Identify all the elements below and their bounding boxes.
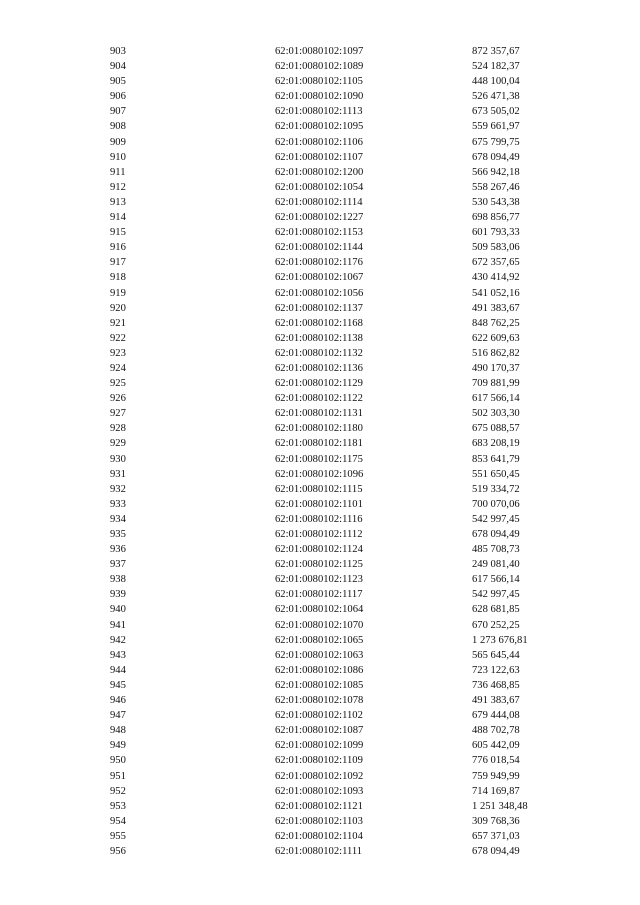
cadastral-value-table: [0, 44, 640, 859]
cadastral-number-cell: 62:01:0080102:1115: [275, 483, 363, 495]
table-row: [0, 467, 640, 482]
cadastral-number-cell: 62:01:0080102:1136: [275, 362, 363, 374]
cadastral-number-cell: 62:01:0080102:1070: [275, 619, 364, 631]
table-row: [0, 602, 640, 617]
table-row: [0, 225, 640, 240]
table-row: [0, 678, 640, 693]
cadastral-number-cell: 62:01:0080102:1089: [275, 61, 364, 73]
value-amount-cell: 558 267,46: [472, 181, 520, 193]
value-amount-cell: 601 793,33: [472, 227, 520, 239]
table-row: [0, 784, 640, 799]
cadastral-number-cell: 62:01:0080102:1087: [275, 725, 364, 737]
value-amount-cell: 1 251 348,48: [472, 800, 528, 812]
cadastral-number-cell: 62:01:0080102:1125: [275, 559, 363, 571]
row-number-cell: 918: [110, 272, 126, 284]
table-row: [0, 286, 640, 301]
cadastral-number-cell: 62:01:0080102:1116: [275, 513, 363, 525]
table-row: [0, 316, 640, 331]
row-number-cell: 904: [110, 61, 126, 73]
cadastral-number-cell: 62:01:0080102:1101: [275, 498, 363, 510]
row-number-cell: 931: [110, 468, 126, 480]
table-row: [0, 270, 640, 285]
row-number-cell: 923: [110, 347, 126, 359]
row-number-cell: 949: [110, 740, 126, 752]
row-number-cell: 933: [110, 498, 126, 510]
value-amount-cell: 698 856,77: [472, 212, 520, 224]
row-number-cell: 947: [110, 710, 126, 722]
value-amount-cell: 617 566,14: [472, 393, 520, 405]
value-amount-cell: 605 442,09: [472, 740, 520, 752]
row-number-cell: 934: [110, 513, 126, 525]
cadastral-number-cell: 62:01:0080102:1063: [275, 649, 364, 661]
row-number-cell: 905: [110, 76, 126, 88]
cadastral-number-cell: 62:01:0080102:1176: [275, 257, 363, 269]
cadastral-number-cell: 62:01:0080102:1113: [275, 106, 363, 118]
value-amount-cell: 709 881,99: [472, 378, 520, 390]
value-amount-cell: 448 100,04: [472, 76, 520, 88]
table-row: [0, 180, 640, 195]
value-amount-cell: 488 702,78: [472, 725, 520, 737]
row-number-cell: 916: [110, 242, 126, 254]
table-row: [0, 557, 640, 572]
table-row: [0, 512, 640, 527]
value-amount-cell: 566 942,18: [472, 166, 520, 178]
value-amount-cell: 516 862,82: [472, 347, 520, 359]
value-amount-cell: 672 357,65: [472, 257, 520, 269]
row-number-cell: 932: [110, 483, 126, 495]
value-amount-cell: 491 383,67: [472, 695, 520, 707]
value-amount-cell: 848 762,25: [472, 317, 520, 329]
value-amount-cell: 679 444,08: [472, 710, 520, 722]
cadastral-number-cell: 62:01:0080102:1123: [275, 574, 363, 586]
table-row: [0, 406, 640, 421]
table-row: [0, 542, 640, 557]
table-row: [0, 195, 640, 210]
row-number-cell: 920: [110, 302, 126, 314]
value-amount-cell: 249 081,40: [472, 559, 520, 571]
cadastral-number-cell: 62:01:0080102:1104: [275, 830, 363, 842]
value-amount-cell: 714 169,87: [472, 785, 520, 797]
cadastral-number-cell: 62:01:0080102:1227: [275, 212, 364, 224]
row-number-cell: 921: [110, 317, 126, 329]
table-row: [0, 104, 640, 119]
value-amount-cell: 673 505,02: [472, 106, 520, 118]
row-number-cell: 944: [110, 664, 126, 676]
table-row: [0, 59, 640, 74]
cadastral-number-cell: 62:01:0080102:1180: [275, 423, 363, 435]
cadastral-number-cell: 62:01:0080102:1093: [275, 785, 364, 797]
value-amount-cell: 683 208,19: [472, 438, 520, 450]
table-row: [0, 799, 640, 814]
table-row: [0, 829, 640, 844]
value-amount-cell: 723 122,63: [472, 664, 520, 676]
table-row: [0, 74, 640, 89]
value-amount-cell: 491 383,67: [472, 302, 520, 314]
value-amount-cell: 430 414,92: [472, 272, 520, 284]
value-amount-cell: 678 094,49: [472, 151, 520, 163]
row-number-cell: 938: [110, 574, 126, 586]
table-row: [0, 301, 640, 316]
table-row: [0, 618, 640, 633]
table-row: [0, 693, 640, 708]
value-amount-cell: 675 799,75: [472, 136, 520, 148]
table-row: [0, 708, 640, 723]
value-amount-cell: 678 094,49: [472, 529, 520, 540]
value-amount-cell: 1 273 676,81: [472, 634, 528, 646]
value-amount-cell: 565 645,44: [472, 649, 520, 661]
cadastral-number-cell: 62:01:0080102:1138: [275, 332, 363, 344]
row-number-cell: 930: [110, 453, 126, 465]
row-number-cell: 929: [110, 438, 126, 450]
value-amount-cell: 622 609,63: [472, 332, 520, 344]
value-amount-cell: 670 252,25: [472, 619, 520, 631]
row-number-cell: 915: [110, 227, 126, 239]
row-number-cell: 908: [110, 121, 126, 133]
cadastral-number-cell: 62:01:0080102:1086: [275, 664, 364, 676]
cadastral-number-cell: 62:01:0080102:1200: [275, 166, 364, 178]
cadastral-number-cell: 62:01:0080102:1067: [275, 272, 364, 284]
cadastral-number-cell: 62:01:0080102:1111: [275, 845, 363, 857]
table-row: [0, 452, 640, 467]
cadastral-number-cell: 62:01:0080102:1124: [275, 544, 363, 556]
table-row: [0, 331, 640, 346]
row-number-cell: 922: [110, 332, 126, 344]
value-amount-cell: 485 708,73: [472, 544, 520, 556]
cadastral-number-cell: 62:01:0080102:1106: [275, 136, 363, 148]
table-row: [0, 391, 640, 406]
value-amount-cell: 551 650,45: [472, 468, 520, 480]
table-row: [0, 119, 640, 134]
value-amount-cell: 542 997,45: [472, 589, 520, 601]
cadastral-number-cell: 62:01:0080102:1175: [275, 453, 363, 465]
cadastral-number-cell: 62:01:0080102:1090: [275, 91, 364, 103]
table-row: [0, 135, 640, 150]
value-amount-cell: 559 661,97: [472, 121, 520, 133]
table-row: [0, 482, 640, 497]
value-amount-cell: 509 583,06: [472, 242, 520, 254]
row-number-cell: 910: [110, 151, 126, 163]
row-number-cell: 917: [110, 257, 126, 269]
row-number-cell: 946: [110, 695, 126, 707]
value-amount-cell: 524 182,37: [472, 61, 520, 73]
cadastral-number-cell: 62:01:0080102:1144: [275, 242, 363, 254]
value-amount-cell: 628 681,85: [472, 604, 520, 616]
row-number-cell: 948: [110, 725, 126, 737]
row-number-cell: 909: [110, 136, 126, 148]
cadastral-number-cell: 62:01:0080102:1121: [275, 800, 363, 812]
value-amount-cell: 541 052,16: [472, 287, 520, 299]
cadastral-number-cell: 62:01:0080102:1065: [275, 634, 364, 646]
cadastral-number-cell: 62:01:0080102:1097: [275, 46, 364, 57]
table-row: [0, 361, 640, 376]
row-number-cell: 936: [110, 544, 126, 556]
table-row: [0, 572, 640, 587]
cadastral-number-cell: 62:01:0080102:1181: [275, 438, 363, 450]
cadastral-number-cell: 62:01:0080102:1129: [275, 378, 363, 390]
table-row: [0, 753, 640, 768]
table-row: [0, 165, 640, 180]
cadastral-number-cell: 62:01:0080102:1085: [275, 679, 364, 691]
table-row: [0, 376, 640, 391]
row-number-cell: 925: [110, 378, 126, 390]
cadastral-number-cell: 62:01:0080102:1107: [275, 151, 363, 163]
value-amount-cell: 675 088,57: [472, 423, 520, 435]
row-number-cell: 953: [110, 800, 126, 812]
row-number-cell: 955: [110, 830, 126, 842]
cadastral-number-cell: 62:01:0080102:1103: [275, 815, 363, 827]
cadastral-number-cell: 62:01:0080102:1095: [275, 121, 364, 133]
table-row: [0, 240, 640, 255]
value-amount-cell: 657 371,03: [472, 830, 520, 842]
value-amount-cell: 700 070,06: [472, 498, 520, 510]
row-number-cell: 919: [110, 287, 126, 299]
table-row: [0, 150, 640, 165]
row-number-cell: 927: [110, 408, 126, 420]
row-number-cell: 924: [110, 362, 126, 374]
value-amount-cell: 872 357,67: [472, 46, 520, 57]
row-number-cell: 928: [110, 423, 126, 435]
value-amount-cell: 542 997,45: [472, 513, 520, 525]
value-amount-cell: 759 949,99: [472, 770, 520, 782]
row-number-cell: 937: [110, 559, 126, 571]
table-row: [0, 738, 640, 753]
cadastral-number-cell: 62:01:0080102:1109: [275, 755, 363, 767]
table-row: [0, 346, 640, 361]
table-row: [0, 648, 640, 663]
cadastral-number-cell: 62:01:0080102:1092: [275, 770, 364, 782]
cadastral-number-cell: 62:01:0080102:1096: [275, 468, 364, 480]
row-number-cell: 942: [110, 634, 126, 646]
table-row: [0, 769, 640, 784]
value-amount-cell: 502 303,30: [472, 408, 520, 420]
cadastral-number-cell: 62:01:0080102:1132: [275, 347, 363, 359]
cadastral-number-cell: 62:01:0080102:1054: [275, 181, 364, 193]
row-number-cell: 913: [110, 196, 126, 208]
cadastral-number-cell: 62:01:0080102:1105: [275, 76, 363, 88]
row-number-cell: 952: [110, 785, 126, 797]
cadastral-number-cell: 62:01:0080102:1122: [275, 393, 363, 405]
value-amount-cell: 617 566,14: [472, 574, 520, 586]
table-row: [0, 587, 640, 602]
cadastral-number-cell: 62:01:0080102:1102: [275, 710, 363, 722]
row-number-cell: 954: [110, 815, 126, 827]
cadastral-number-cell: 62:01:0080102:1064: [275, 604, 364, 616]
value-amount-cell: 776 018,54: [472, 755, 520, 767]
row-number-cell: 939: [110, 589, 126, 601]
table-row: [0, 633, 640, 648]
row-number-cell: 951: [110, 770, 126, 782]
table-row: [0, 723, 640, 738]
value-amount-cell: 490 170,37: [472, 362, 520, 374]
value-amount-cell: 309 768,36: [472, 815, 520, 827]
table-row: [0, 436, 640, 451]
row-number-cell: 935: [110, 529, 126, 540]
value-amount-cell: 530 543,38: [472, 196, 520, 208]
cadastral-number-cell: 62:01:0080102:1153: [275, 227, 363, 239]
cadastral-number-cell: 62:01:0080102:1168: [275, 317, 363, 329]
table-row: [0, 497, 640, 512]
cadastral-number-cell: 62:01:0080102:1112: [275, 529, 363, 540]
row-number-cell: 943: [110, 649, 126, 661]
table-row: [0, 663, 640, 678]
row-number-cell: 911: [110, 166, 126, 178]
row-number-cell: 906: [110, 91, 126, 103]
value-amount-cell: 678 094,49: [472, 845, 520, 857]
table-row: [0, 255, 640, 270]
row-number-cell: 956: [110, 845, 126, 857]
value-amount-cell: 853 641,79: [472, 453, 520, 465]
row-number-cell: 907: [110, 106, 126, 118]
row-number-cell: 941: [110, 619, 126, 631]
table-row: [0, 421, 640, 436]
cadastral-number-cell: 62:01:0080102:1137: [275, 302, 363, 314]
row-number-cell: 926: [110, 393, 126, 405]
cadastral-number-cell: 62:01:0080102:1078: [275, 695, 364, 707]
row-number-cell: 914: [110, 212, 126, 224]
table-row: [0, 844, 640, 859]
table-row: [0, 527, 640, 542]
table-row: [0, 814, 640, 829]
cadastral-number-cell: 62:01:0080102:1114: [275, 196, 363, 208]
value-amount-cell: 526 471,38: [472, 91, 520, 103]
cadastral-number-cell: 62:01:0080102:1056: [275, 287, 364, 299]
table-row: [0, 210, 640, 225]
cadastral-number-cell: 62:01:0080102:1131: [275, 408, 363, 420]
table-row: [0, 44, 640, 59]
row-number-cell: 912: [110, 181, 126, 193]
value-amount-cell: 519 334,72: [472, 483, 520, 495]
row-number-cell: 945: [110, 679, 126, 691]
value-amount-cell: 736 468,85: [472, 679, 520, 691]
table-row: [0, 89, 640, 104]
row-number-cell: 950: [110, 755, 126, 767]
row-number-cell: 940: [110, 604, 126, 616]
cadastral-number-cell: 62:01:0080102:1117: [275, 589, 363, 601]
row-number-cell: 903: [110, 46, 126, 57]
cadastral-number-cell: 62:01:0080102:1099: [275, 740, 364, 752]
